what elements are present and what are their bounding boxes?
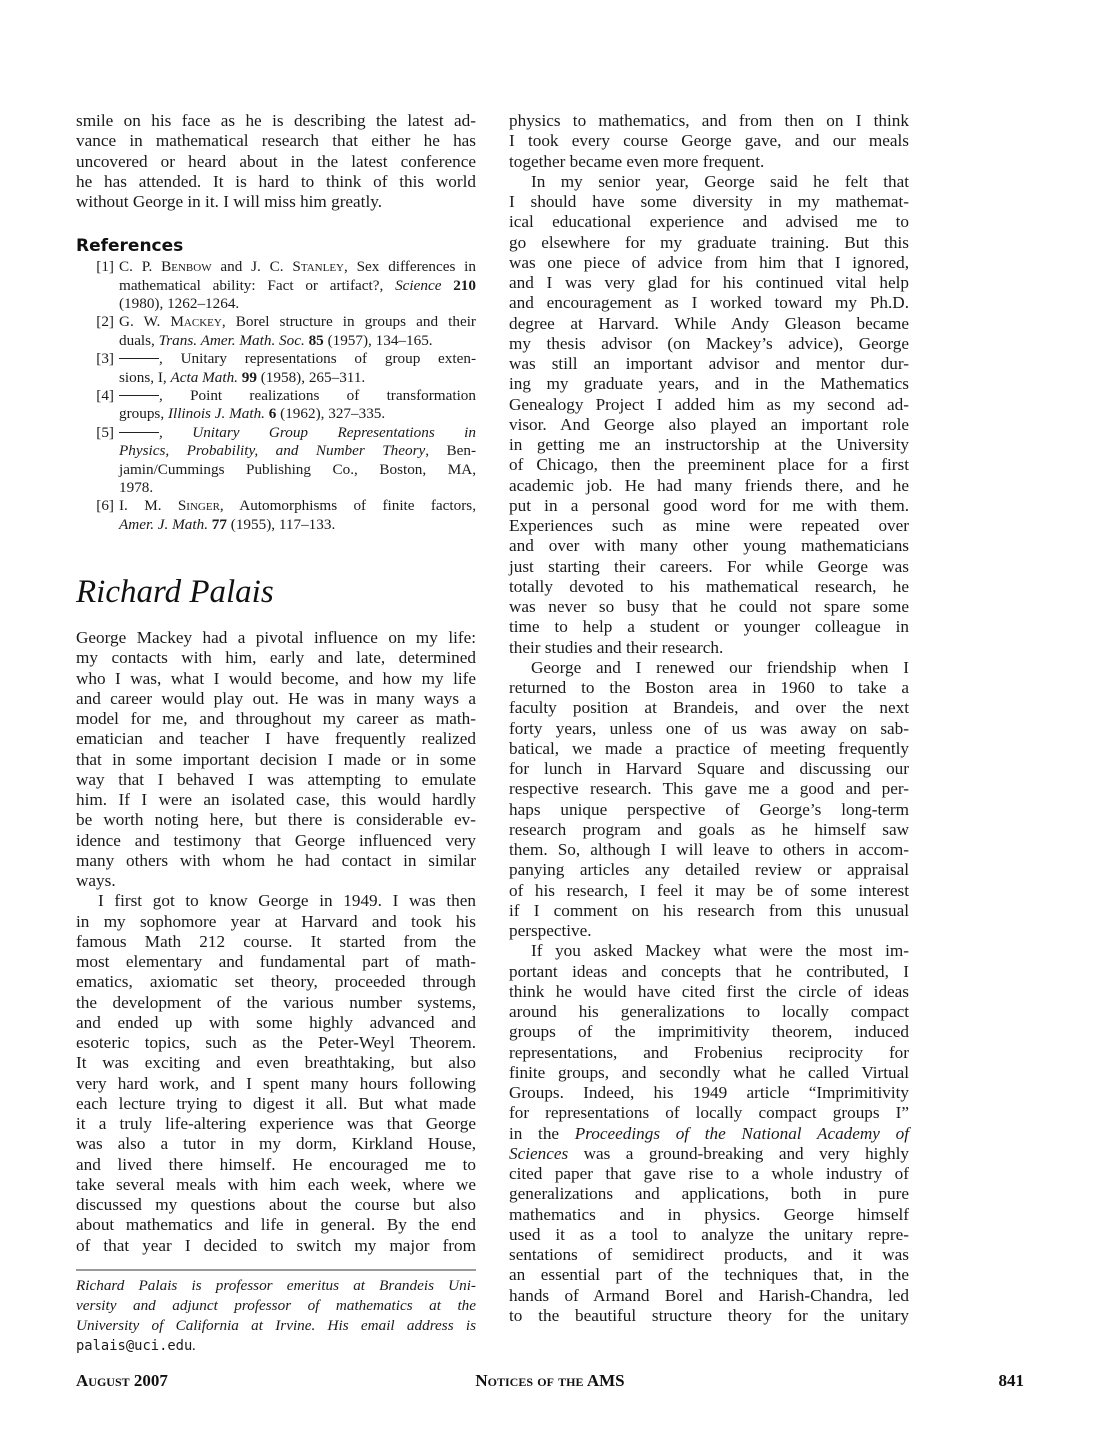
text-line: portant ideas and concepts that he contributed, I [509,961,909,981]
text-line: ways. [76,871,116,891]
journal-title: Sciences [509,1143,569,1163]
text-line: generalizations and applications, both in pure [509,1184,909,1204]
journal-name: Acta Math. [170,368,238,386]
text-line: batical, we made a practice of meeting frequently [509,738,909,758]
text-line: model for me, and throughout my career as math- [76,709,476,729]
text-line: Genealogy Project I added him as my second ad- [509,394,909,414]
text-line: uncovered or heard about in the latest conference [76,151,476,171]
text-line: sentations of semidirect products, and it was [509,1245,909,1264]
volume: 6 [264,405,277,423]
reference-line [119,332,476,350]
text: (1958), 265–311. [256,368,366,386]
text-line: I first got to know George in 1949. I was then [98,891,476,911]
reference-line: jamin/Cummings Publishing Co., Boston, MA, [119,460,476,478]
text-line: think he would have cited first the circle of ideas [509,981,909,1001]
text: was a ground-breaking and very highly [568,1143,909,1163]
reference-line: , Unitary Group Representations in [119,424,476,442]
footer-journal: Notices of the AMS [475,1371,625,1390]
volume: 85 [304,331,324,349]
bio-line: University of California at Irvine. His email address is [76,1317,476,1335]
text-line: go elsewhere for my graduate training. But this [509,232,909,252]
reference-line [119,350,476,368]
text-line: be worth noting here, but there is considerable ev- [76,810,476,830]
reference-line [119,369,476,387]
reference-line [119,277,476,295]
text-line: was also a tutor in my dorm, Kirkland House, [76,1134,476,1154]
text-line: used it as a tool to analyze the unitary repre- [509,1224,909,1244]
journal-title: Proceedings of the National Academy of [574,1123,909,1143]
text-line [509,1124,909,1144]
text-line: the development of the various number systems, [76,992,476,1012]
text-line: if I comment on his research from this unusual [509,900,909,920]
text-line: I should have some diversity in my mathemat- [509,192,909,211]
text-line: physics to mathematics, and from then on I think [509,111,909,130]
ditto-rule [119,432,159,433]
reference-item [76,350,476,387]
reference-number: [2] [96,313,114,331]
author-name: Benbow [161,258,212,276]
text-line: my thesis advisor (on Mackey’s advice), George [509,333,909,353]
text-line: ing my graduate years, and in the Mathematics [509,374,909,394]
text: , Unitary representations of group exten- [159,350,476,368]
text-line: very hard work, and I spent many hours following [76,1073,476,1093]
text-line: in my sophomore year at Harvard and took his [76,911,476,931]
text: , Sex differences in [343,258,476,276]
right-column [509,111,909,1326]
references-list [76,258,476,534]
text-line: about mathematics and life in general. By the end [76,1215,476,1235]
text-line: was never so busy that he could not spare some [509,597,909,616]
reference-item [76,497,476,534]
text: . [192,1337,197,1355]
text: C. P. [119,258,162,276]
text-line: who I was, what I would become, and how my life [76,668,476,688]
text: groups, [119,405,168,423]
text-line: panying articles any detailed review or appraisal [509,860,909,880]
volume: 77 [208,515,227,533]
volume: 210 [441,276,476,294]
reference-line: 1978. [119,478,154,496]
text-line: of that year I decided to switch my major from [76,1235,476,1255]
text-line: forty years, unless one of us was away on sab- [509,718,909,738]
email-address[interactable]: palais@uci.edu [76,1338,193,1355]
text-line: their studies and their research. [509,637,724,657]
text-line: vance in mathematical research that either he has [76,131,476,151]
reference-line [119,258,476,276]
text-line: an essential part of the techniques that, in the [509,1265,909,1285]
text-line: it a truly life-altering experience was that George [76,1114,476,1134]
text-line: ical educational experience and advised me to [509,212,909,232]
text-line: George Mackey had a pivotal influence on my life: [76,628,476,648]
text: mathematical ability: Fact or artifact?, [119,276,396,294]
text-line: in getting me an instructorship at the University [509,435,909,454]
author-name: Mackey [170,313,222,331]
text: G. W. [119,313,171,331]
reference-number: [5] [96,423,114,441]
text-line: mathematics and in physics. George himself [509,1204,909,1224]
reference-line [119,497,476,515]
reference-number: [4] [96,386,114,404]
text-line: research program and goals as he himself saw [509,819,909,839]
text-line: returned to the Boston area in 1960 to take a [509,678,909,697]
text-line: many others with whom he had contact in similar [76,850,476,870]
ditto-rule [119,358,159,359]
text-line: George and I renewed our friendship when I [531,657,909,677]
text-line: of Chicago, then the preeminent place for a first [509,455,909,475]
text: (1957), 134–165. [323,331,433,349]
footnote-divider [76,1269,476,1271]
text-line: idence and testimony that George influenced very [76,830,476,850]
reference-line [119,387,476,405]
reference-item [76,424,476,498]
text-line: that in some important decision I made or in some [76,749,476,769]
text-line: If you asked Mackey what were the most im- [531,941,909,961]
text-line: degree at Harvard. While Andy Gleason became [509,313,909,333]
text-line: was one piece of advice from him that I ignored, [509,252,909,272]
reference-item [76,313,476,350]
text-line: put in a personal good word for me with them. [509,495,909,515]
text: (1962), 327–335. [276,405,386,423]
text-line: Groups. Indeed, his 1949 article “Imprimitivity [509,1083,909,1102]
text-line: together became even more frequent. [509,151,765,171]
text-line: and over with many other young mathematicians [509,536,909,556]
text: , Point realizations of transformation [159,386,476,404]
text-line: smile on his face as he is describing the latest ad- [76,111,476,130]
text-line: him. If I were an isolated case, this would hardly [76,790,476,810]
reference-line [119,405,476,423]
journal-name: Science [395,276,442,294]
text-line: way that I behaved I was attempting to emulate [76,769,476,789]
text-line: and lived there himself. He encouraged me to [76,1154,476,1174]
text-line: famous Math 212 course. It started from the [76,931,476,951]
footer-date: August 2007 [76,1371,168,1390]
journal-name: Illinois J. Math. [167,405,265,423]
author-name: Stanley [292,258,344,276]
bio-line: Richard Palais is professor emeritus at Brandeis Uni- [76,1276,476,1294]
author-bio [76,1276,476,1357]
text-line: without George in it. I will miss him greatly. [76,192,383,211]
section-title: Richard Palais [76,574,274,611]
text-line: take several meals with him each week, where we [76,1174,476,1194]
text-line: and I was very glad for his continued vital help [509,273,909,292]
text-line: and ended up with some highly advanced and [76,1012,476,1032]
text: I. M. [119,497,178,515]
journal-name: Trans. Amer. Math. Soc. [158,331,305,349]
page-number: 841 [998,1371,1024,1390]
text: sions, I, [119,368,171,386]
text: (1955), 117–133. [226,515,336,533]
text-line: around his generalizations to locally compact [509,1002,909,1021]
text-line: most elementary and fundamental part of math- [76,952,476,972]
book-title: Unitary Group Representations in [192,423,476,441]
text-line: faculty position at Brandeis, and over the next [509,698,909,718]
reference-item [76,387,476,424]
volume: 99 [237,368,257,386]
text-line: perspective. [509,921,592,940]
text-line: to the beautiful structure theory for the unitary [509,1305,909,1325]
text-line: them. So, although I will leave to others in accom- [509,840,909,859]
text-line: It was exciting and even breathtaking, but also [76,1053,476,1073]
reference-line [119,516,476,534]
reference-item [76,258,476,313]
reference-line [119,313,476,331]
text: , Borel structure in groups and their [221,313,476,331]
text-line: representations, and Frobenius reciprocity for [509,1042,909,1062]
text-line: esoteric topics, such as the Peter-Weyl Theorem. [76,1033,476,1053]
text-line: visor. And George also played an important role [509,414,909,434]
references-heading: References [76,236,184,257]
reference-number: [3] [96,350,114,368]
text-line: just starting their careers. For while George was [509,556,909,576]
text: in the [509,1123,575,1143]
text: and J. C. [211,258,293,276]
text-line: haps unique perspective of George’s long-term [509,799,909,819]
bio-line [76,1336,476,1356]
text-line: hands of Armand Borel and Harish-Chandra, led [509,1285,909,1305]
text-line: and encouragement as I worked toward my Ph.D. [509,293,909,313]
text-line: academic job. He had many friends there, and he [509,475,909,495]
text-line: of his research, I feel it may be of some interest [509,880,909,900]
text-line [509,1144,909,1164]
text-line: was still an important advisor and mentor dur- [509,354,909,373]
left-column [76,111,476,1357]
text-line: my contacts with him, early and late, determined [76,648,476,668]
text-line: ematics, axiomatic set theory, proceeded through [76,972,476,992]
journal-name: Amer. J. Math. [119,515,208,533]
text-line: finite groups, and secondly what he called Virtual [509,1062,909,1082]
text-line: ematician and teacher I have frequently realized [76,729,476,749]
text: , Automorphisms of finite factors, [219,497,476,515]
article-body-left [76,628,476,1256]
text-line: discussed my questions about the course but also [76,1195,476,1215]
text-line: groups of the imprimitivity theorem, induced [509,1022,909,1042]
bio-line: versity and adjunct professor of mathematics at the [76,1297,476,1315]
text-line: respective research. This gave me a good and per- [509,779,909,799]
text-line: cited paper that gave rise to a whole industry of [509,1164,909,1183]
text-line: he has attended. It is hard to think of this world [76,171,476,191]
reference-line: (1980), 1262–1264. [119,295,240,313]
book-title: Physics, Probability, and Number Theory [119,442,426,460]
reference-line [119,442,476,460]
text-line: In my senior year, George said he felt that [531,171,909,191]
text: , Ben- [425,442,477,460]
text-line: I took every course George gave, and our meals [509,131,909,151]
text-line: time to help a student or younger colleague in [509,617,909,637]
text-line: each lecture trying to digest it all. But what made [76,1093,476,1113]
reference-number: [1] [96,258,114,276]
text: duals, [119,331,159,349]
text-line: totally devoted to his mathematical research, he [509,576,909,596]
text-line: Experiences such as mine were repeated over [509,516,909,535]
text-line: for representations of locally compact groups I” [509,1103,909,1123]
text-line: for lunch in Harvard Square and discussing our [509,759,909,778]
intro-paragraph [76,111,476,212]
ditto-rule [119,395,159,396]
reference-number: [6] [96,497,114,515]
author-name: Singer [177,497,220,515]
text-line: and career would play out. He was in many ways a [76,688,476,708]
